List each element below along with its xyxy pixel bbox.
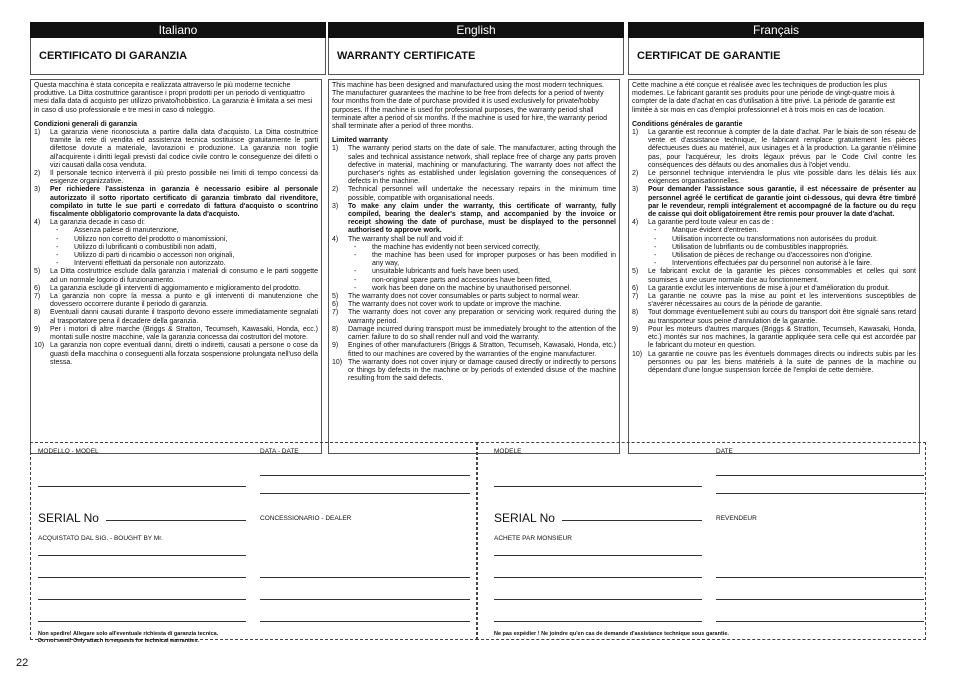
condition-text bbox=[50, 326, 318, 342]
buyer-line-2[interactable] bbox=[38, 577, 246, 578]
condition-item bbox=[34, 219, 318, 268]
dash-bullet: - bbox=[654, 260, 657, 268]
condition-text bbox=[50, 285, 318, 293]
condition-text bbox=[348, 293, 616, 301]
condition-text-content: Per i motori di altre marche (Briggs & Stratton, Tecumseh, Kawasaki, Honda, ecc.) montati sulle nostre macchine, vale la garanzia concessa dai costruttori del motore. bbox=[50, 325, 318, 342]
condition-subitem-text: Interventi effettuati da personale non autorizzato. bbox=[74, 260, 226, 268]
condition-subitem bbox=[50, 227, 318, 235]
coupon-note-line-1: Non spedire! Allegare solo all'eventuale richiesta di garanzia tecnica. bbox=[38, 631, 219, 637]
condition-item bbox=[332, 342, 616, 358]
intro-paragraph: This machine has been designed and manufactured using the most modern techniques. The manufacturer guarantees the machine to be free from defects for a period of twenty four months from the date of purchase provided it is used exclusively for private/hobby purposes. If the machine is used for professional purposes, the warranty period shall terminate after a period of six months. If the machine is used for hire, the warranty period shall terminate after a period of three months. bbox=[332, 82, 608, 131]
buyer-label: ACHETE PAR MONSIEUR bbox=[494, 535, 572, 542]
dash-bullet: - bbox=[56, 227, 59, 235]
condition-text bbox=[348, 301, 616, 309]
terms-body-italian bbox=[30, 79, 322, 454]
condition-number: 9) bbox=[34, 325, 41, 333]
condition-subitem-text: Assenza palese di manutenzione, bbox=[74, 227, 179, 235]
condition-text-content: Pour demander l'assistance sous garantie, il est nécessaire de présenter au personnel agréé le certificat de garantie joint ci-dessous, qui devra être timbré par le revendeur, rempli intégralement et accompagné de la facture ou du reçu de caisse qui doit obligatoirement être remis pour prouver la date d'achat. bbox=[648, 186, 916, 219]
buyer-line-2[interactable] bbox=[494, 577, 702, 578]
condition-item bbox=[332, 293, 616, 301]
condition-number: 3) bbox=[632, 186, 639, 194]
condition-item bbox=[34, 293, 318, 309]
dash-bullet: - bbox=[354, 243, 357, 251]
condition-subitem-text: Manque évident d'entretien. bbox=[672, 227, 759, 235]
conditions-title: Conditions générales de garantie bbox=[632, 120, 743, 128]
condition-subitem bbox=[648, 260, 916, 268]
condition-subitem-text: non-original spare parts and accessories have been fitted, bbox=[372, 276, 552, 284]
condition-item bbox=[632, 309, 916, 325]
condition-item bbox=[332, 326, 616, 342]
condition-number: 2) bbox=[34, 170, 41, 178]
condition-item bbox=[632, 285, 916, 293]
language-label: Italiano bbox=[30, 22, 326, 38]
condition-text bbox=[50, 219, 318, 268]
condition-text-content: The warranty period starts on the date of sale. The manufacturer, acting through the sales and technical assistance network, shall replace free of charge any parts proven defective in material, machining or manufacturing. The warranty does not affect the purchaser's rights as established under legislation governing the consequences of defects in the machine. bbox=[348, 145, 616, 186]
column-italian bbox=[30, 22, 326, 75]
conditions-title: Limited warranty bbox=[332, 137, 389, 145]
condition-text-content: Pour les moteurs d'autres marques (Briggs & Stratton, Tecumseh, Kawasaki, Honda, etc.) montés sur nos machines, la garantie appliquée sera celle qui est accordée par le fabricant du moteur en question. bbox=[648, 325, 916, 350]
dash-bullet: - bbox=[654, 252, 657, 260]
condition-number: 6) bbox=[34, 284, 41, 292]
condition-number: 7) bbox=[34, 293, 41, 301]
condition-text-content: Technical personnel will undertake the necessary repairs in the minimum time possible, compatible with organisational needs. bbox=[348, 186, 616, 202]
dash-bullet: - bbox=[654, 227, 657, 235]
dash-bullet: - bbox=[56, 260, 59, 268]
condition-item bbox=[34, 170, 318, 186]
condition-subitem-text: the machine has been used for improper purposes or has been modified in any way, bbox=[372, 252, 616, 268]
condition-item bbox=[332, 301, 616, 309]
condition-text-content: Damage incurred during transport must be immediately brought to the attention of the carrier: failure to do so shall render null and void the warranty. bbox=[348, 325, 616, 342]
condition-text bbox=[348, 309, 616, 325]
intro-paragraph: Questa macchina è stata concepita e realizzata attraverso le più moderne tecniche produttive. La Ditta costruttrice garantisce i propri prodotti per un periodo di ventiquattro mesi dalla data di acquisto per utilizzo privato/hobbistico. La garanzia è limitata a sei mesi in caso di uso professionale e tre mesi in caso di noleggio. bbox=[34, 82, 313, 114]
condition-text bbox=[348, 145, 616, 186]
condition-text-content: La garantie est reconnue à compter de la date d'achat. Par le biais de son réseau de vente et d'assistance technique, le fabricant remplace gratuitement les pièces défectueuses dues au matériel, aux usinages et à la production. La garantie n'élimine pas, pour l'acquéreur, les droits légaux prévus par le Code Civil contre les conséquences des défauts ou des anomalies dus à l'objet vendu. bbox=[648, 129, 916, 169]
condition-subitem-text: Utilizzo di lubrificanti o combustibili non adatti, bbox=[74, 243, 217, 251]
condition-item bbox=[34, 186, 318, 219]
condition-text bbox=[648, 309, 916, 325]
condition-item bbox=[34, 268, 318, 284]
condition-number: 7) bbox=[632, 293, 639, 301]
page-number: 22 bbox=[16, 657, 29, 669]
section-title: CERTIFICATO DI GARANZIA bbox=[30, 38, 326, 75]
buyer-line-4[interactable] bbox=[38, 621, 246, 622]
condition-text bbox=[348, 359, 616, 384]
condition-item bbox=[332, 186, 616, 202]
condition-text bbox=[348, 342, 616, 358]
condition-subitem-text: Utilizzo di parti di ricambio o accessori non originali, bbox=[74, 252, 235, 260]
language-label: Français bbox=[628, 22, 924, 38]
condition-number: 3) bbox=[332, 202, 339, 210]
condition-text-content: La Ditta costruttrice esclude dalla garanzia i materiali di consumo e le parti soggette ad un normale logorio di funzionamento. bbox=[50, 268, 318, 284]
condition-subitem-text: Utilisation de pièces de rechange ou d'accessoires non d'origine. bbox=[672, 252, 873, 260]
section-title: WARRANTY CERTIFICATE bbox=[328, 38, 624, 75]
condition-text bbox=[648, 170, 916, 186]
condition-item bbox=[632, 351, 916, 376]
condition-text bbox=[648, 351, 916, 376]
condition-subitem bbox=[348, 268, 616, 276]
condition-number: 4) bbox=[332, 235, 339, 243]
dealer-line-3[interactable] bbox=[716, 621, 924, 622]
condition-subitem bbox=[50, 260, 318, 268]
model-label: MODELE bbox=[494, 448, 522, 455]
condition-text bbox=[50, 293, 318, 309]
condition-number: 2) bbox=[332, 186, 339, 194]
condition-number: 10) bbox=[34, 342, 45, 350]
condition-number: 5) bbox=[34, 268, 41, 276]
coupon-note-line-2: Do not send! Only attach to requests for technical warranties. bbox=[38, 637, 200, 644]
condition-text-content: La garantie ne couvre pas les éventuels dommages directs ou indirects subis par les personnes ou par les biens matériels à la suite de pannes de la machine ou dépendant d'une longue suspension forcée de l'emploi de cette dernière. bbox=[648, 350, 916, 374]
serial-label: SERIAL No bbox=[494, 511, 555, 525]
dealer-label: CONCESSIONARIO - DEALER bbox=[260, 515, 352, 522]
condition-text bbox=[648, 186, 916, 219]
condition-text-content: The warranty does not cover any preparation or servicing work required during the warranty period. bbox=[348, 309, 616, 325]
condition-text-content: To make any claim under the warranty, this certificate of warranty, fully compiled, bearing the dealer's stamp, and accompanied by the invoice or receipt showing the date of purchase, must be displayed to the personnel authorised to approve work. bbox=[348, 202, 616, 235]
condition-text-content: The warranty does not cover consumables or parts subject to normal wear. bbox=[348, 293, 580, 301]
dealer-line-2[interactable] bbox=[260, 599, 470, 600]
condition-item bbox=[632, 186, 916, 219]
dash-bullet: - bbox=[654, 235, 657, 243]
column-french bbox=[628, 22, 924, 75]
condition-text-content: Eventuali danni causati durante il trasporto devono essere immediatamente segnalati al trasportatore pena il decadere della garanzia. bbox=[50, 309, 318, 325]
date-line-2[interactable] bbox=[716, 493, 924, 494]
condition-subitem bbox=[50, 244, 318, 252]
serial-line[interactable] bbox=[562, 520, 702, 521]
condition-number: 8) bbox=[632, 309, 639, 317]
dash-bullet: - bbox=[354, 268, 357, 276]
coupon-note bbox=[38, 631, 218, 644]
condition-number: 1) bbox=[332, 145, 339, 153]
condition-number: 1) bbox=[632, 129, 639, 137]
condition-text bbox=[648, 219, 916, 268]
condition-subitem-text: Interventions effectuées par du personnel non autorisé à le faire. bbox=[672, 260, 872, 268]
condition-item bbox=[34, 285, 318, 293]
buyer-label: ACQUISTATO DAL SIG. - BOUGHT BY Mr. bbox=[38, 535, 163, 542]
dash-bullet: - bbox=[354, 252, 357, 260]
condition-text-content: Le personnel technique interviendra le plus vite possible dans les délais liés aux exigences organisationnelles. bbox=[648, 170, 916, 186]
condition-item bbox=[632, 129, 916, 170]
buyer-line-4[interactable] bbox=[494, 621, 702, 622]
condition-item bbox=[34, 309, 318, 325]
condition-item bbox=[34, 129, 318, 170]
condition-text-content: La garanzia non copre la messa a punto e gli interventi di manutenzione che dovessero occorrere durante il periodo di garanzia. bbox=[50, 293, 318, 309]
condition-text bbox=[648, 129, 916, 170]
language-label: English bbox=[328, 22, 624, 38]
condition-number: 10) bbox=[632, 350, 643, 358]
dealer-line-3[interactable] bbox=[260, 621, 470, 622]
dash-bullet: - bbox=[354, 276, 357, 284]
condition-subitem bbox=[648, 244, 916, 252]
condition-text bbox=[648, 268, 916, 284]
dealer-line-2[interactable] bbox=[716, 599, 924, 600]
condition-item bbox=[332, 359, 616, 384]
condition-text bbox=[50, 186, 318, 219]
condition-subitem-text: Utilizzo non corretto del prodotto o manomissioni, bbox=[74, 235, 228, 243]
condition-text-content: The warranty shall be null and void if: bbox=[348, 235, 464, 243]
condition-text-content: La garanzia viene riconosciuta a partire dalla data d'acquisto. La Ditta costruttrice tramite la rete di vendita ed assistenza tecnica sostituisce gratuitamente le parti difettose dovute a materiale, lavorazioni e produzione. La garanzia non toglie all'acquirente i diritti legali previsti dal codice civile contro le conseguenze dei difetti o vizi causati dalla cosa venduta. bbox=[50, 129, 318, 169]
column-english bbox=[328, 22, 624, 75]
condition-number: 8) bbox=[332, 325, 339, 333]
condition-text-content: La garanzia non copre eventuali danni, diretti o indiretti, causati a persone o cose da guasti della macchina o conseguenti alla forzata sospensione prolungata nell'uso della stessa. bbox=[50, 342, 318, 366]
condition-number: 9) bbox=[632, 325, 639, 333]
condition-text bbox=[648, 293, 916, 309]
conditions-title: Condizioni generali di garanzia bbox=[34, 120, 138, 128]
dealer-line-1[interactable] bbox=[716, 577, 924, 578]
date-line[interactable] bbox=[260, 475, 470, 476]
date-line-2[interactable] bbox=[260, 493, 470, 494]
dealer-line-1[interactable] bbox=[260, 577, 470, 578]
condition-text-content: The warranty does not cover injury or damage caused directly or indirectly to persons or things by defects in the machine or by periods of extended disuse of the machine resulting from the said defects. bbox=[348, 358, 616, 383]
condition-number: 8) bbox=[34, 309, 41, 317]
date-label: DATE bbox=[716, 448, 733, 455]
condition-text bbox=[50, 268, 318, 284]
condition-item bbox=[34, 342, 318, 367]
terms-body-french bbox=[628, 79, 920, 454]
dealer-label: REVENDEUR bbox=[716, 515, 757, 522]
condition-subitem-text: Utilisation incorrecte ou transformations non autorisées du produit. bbox=[672, 235, 878, 243]
section-title: CERTIFICAT DE GARANTIE bbox=[628, 38, 924, 75]
dash-bullet: - bbox=[354, 284, 357, 292]
condition-number: 6) bbox=[632, 284, 639, 292]
condition-number: 10) bbox=[332, 358, 343, 366]
condition-number: 4) bbox=[632, 219, 639, 227]
condition-text bbox=[50, 342, 318, 367]
condition-text bbox=[50, 129, 318, 170]
date-label: DATA - DATE bbox=[260, 448, 299, 455]
condition-number: 5) bbox=[632, 268, 639, 276]
condition-number: 3) bbox=[34, 186, 41, 194]
serial-label: SERIAL No bbox=[38, 511, 99, 525]
condition-text bbox=[50, 170, 318, 186]
condition-subitem bbox=[648, 236, 916, 244]
condition-subitem bbox=[348, 244, 616, 252]
condition-item bbox=[632, 293, 916, 309]
condition-item bbox=[332, 203, 616, 236]
date-line[interactable] bbox=[716, 475, 924, 476]
condition-item bbox=[332, 236, 616, 293]
condition-subitem bbox=[648, 252, 916, 260]
condition-number: 2) bbox=[632, 170, 639, 178]
buyer-line-1[interactable] bbox=[494, 555, 702, 556]
condition-number: 6) bbox=[332, 301, 339, 309]
condition-text bbox=[348, 186, 616, 202]
condition-number: 1) bbox=[34, 129, 41, 137]
condition-text-content: La garanzia decade in caso di: bbox=[50, 219, 145, 227]
condition-subitem bbox=[348, 277, 616, 285]
coupon-note: Ne pas expédier ! Ne joindre qu'en cas de demande d'assistance technique sous garantie. bbox=[494, 631, 729, 637]
condition-text-content: Tout dommage éventuellement subi au cours du transport doit être signalé sans retard au transporteur sous peine d'annulation de la garantie. bbox=[648, 309, 916, 325]
dash-bullet: - bbox=[654, 243, 657, 251]
intro-paragraph: Cette machine a été conçue et réalisée avec les techniques de production les plus modernes. Le fabricant garantit ses produits pour une période de vingt-quatre mois à compter de la date d'achat en cas d'utilisation à titre privé. La période de garantie est limitée à six mois en cas d'emploi professionnel et à trois mois en cas de location. bbox=[632, 82, 895, 114]
condition-text-content: La garantie perd toute valeur en cas de : bbox=[648, 219, 774, 227]
condition-number: 9) bbox=[332, 342, 339, 350]
condition-text bbox=[348, 236, 616, 293]
condition-text bbox=[348, 326, 616, 342]
buyer-line-3[interactable] bbox=[494, 599, 702, 600]
condition-text bbox=[348, 203, 616, 236]
condition-text-content: The warranty does not cover work to update or improve the machine. bbox=[348, 301, 562, 309]
dash-bullet: - bbox=[56, 243, 59, 251]
condition-text-content: La garantie ne couvre pas la mise au point et les interventions susceptibles de s'avérer nécessaires au cours de la période de garantie. bbox=[648, 293, 916, 309]
model-line[interactable] bbox=[38, 486, 246, 487]
condition-subitem bbox=[348, 285, 616, 293]
condition-subitem bbox=[50, 236, 318, 244]
dash-bullet: - bbox=[56, 252, 59, 260]
condition-subitem bbox=[50, 252, 318, 260]
condition-subitem-text: work has been done on the machine by unauthorised personnel. bbox=[372, 284, 572, 292]
terms-body-english bbox=[328, 79, 620, 454]
condition-text-content: La garantie exclut les interventions de mise à jour et d'amélioration du produit. bbox=[648, 284, 890, 292]
condition-text-content: Le fabricant exclut de la garantie les pièces consommables et celles qui sont soumises à une usure normale due au fonctionnement. bbox=[648, 268, 916, 284]
serial-line[interactable] bbox=[106, 520, 246, 521]
condition-item bbox=[632, 219, 916, 268]
condition-item bbox=[332, 145, 616, 186]
condition-subitem-text: the machine has evidently not been serviced correctly, bbox=[372, 243, 540, 251]
condition-text bbox=[648, 326, 916, 351]
condition-item bbox=[632, 326, 916, 351]
condition-subitem bbox=[348, 252, 616, 268]
model-label: MODELLO - MODEL bbox=[38, 448, 99, 455]
condition-item bbox=[332, 309, 616, 325]
condition-subitem-text: unsuitable lubricants and fuels have been used, bbox=[372, 268, 520, 276]
condition-text-content: Engines of other manufacturers (Briggs & Stratton, Tecumseh, Kawasaki, Honda, etc.) fitted to our machines are covered by the warranties of the engine manufacturer. bbox=[348, 342, 616, 358]
condition-number: 5) bbox=[332, 293, 339, 301]
condition-subitem-text: Utilisation de lubrifiants ou de combustibles inappropriés. bbox=[672, 243, 849, 251]
buyer-line-1[interactable] bbox=[38, 555, 246, 556]
condition-item bbox=[632, 170, 916, 186]
condition-text bbox=[50, 309, 318, 325]
condition-text-content: Per richiedere l'assistenza in garanzia è necessario esibire al personale autorizzato il sotto riportato certificato di garanzia timbrato dal rivenditore, compilato in tutte le sue parti e corredato di fattura d'acquisto o scontrino fiscalmente obbligatorio comprovante la data d'acquisto. bbox=[50, 186, 318, 219]
model-line[interactable] bbox=[494, 486, 702, 487]
condition-text bbox=[648, 285, 916, 293]
condition-subitem bbox=[648, 227, 916, 235]
condition-item bbox=[632, 268, 916, 284]
condition-number: 4) bbox=[34, 219, 41, 227]
condition-item bbox=[34, 326, 318, 342]
buyer-line-3[interactable] bbox=[38, 599, 246, 600]
condition-text-content: La garanzia esclude gli interventi di aggiornamento e miglioramento del prodotto. bbox=[50, 284, 301, 292]
condition-text-content: Il personale tecnico interverrà il più presto possibile nei limiti di tempo concessi da esigenze organizzative. bbox=[50, 170, 318, 186]
condition-number: 7) bbox=[332, 309, 339, 317]
dash-bullet: - bbox=[56, 235, 59, 243]
